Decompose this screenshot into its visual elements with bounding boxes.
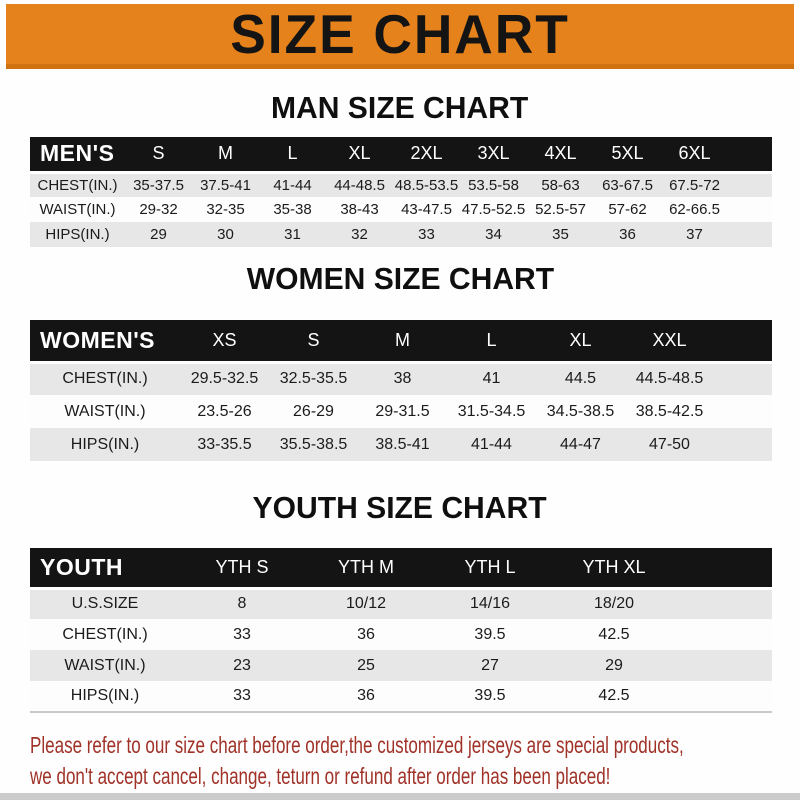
size-column-header: L (447, 320, 536, 362)
table-row (30, 395, 772, 428)
youth-size-table (30, 548, 772, 713)
size-value-cell: 58-63 (527, 172, 594, 197)
row-filler-cell (728, 222, 772, 247)
size-value-cell: 37 (661, 222, 728, 247)
size-value-cell: 31 (259, 222, 326, 247)
size-value-cell: 47-50 (625, 428, 714, 461)
row-label: HIPS(IN.) (30, 681, 180, 712)
table-header-label: YOUTH (30, 548, 180, 588)
table-row (30, 650, 772, 681)
size-column-header: S (125, 137, 192, 172)
mens-size-table (30, 137, 772, 247)
size-value-cell: 63-67.5 (594, 172, 661, 197)
table-row (30, 428, 772, 461)
size-value-cell: 57-62 (594, 197, 661, 222)
size-value-cell: 25 (304, 650, 428, 681)
row-label: CHEST(IN.) (30, 619, 180, 650)
size-value-cell: 32.5-35.5 (269, 362, 358, 395)
size-value-cell: 10/12 (304, 588, 428, 619)
table-header-row (30, 548, 772, 588)
size-value-cell: 31.5-34.5 (447, 395, 536, 428)
size-value-cell: 34 (460, 222, 527, 247)
row-filler-cell (676, 650, 772, 681)
size-column-header: 6XL (661, 137, 728, 172)
table-row (30, 197, 772, 222)
women-size-chart-title (0, 263, 800, 296)
table-header-label: MEN'S (30, 137, 125, 172)
row-label: HIPS(IN.) (30, 222, 125, 247)
size-column-header: L (259, 137, 326, 172)
row-filler-cell (728, 172, 772, 197)
size-value-cell: 44-47 (536, 428, 625, 461)
size-value-cell: 44.5 (536, 362, 625, 395)
disclaimer-line-2: we don't accept cancel, change, teturn or refund after order has been placed! (30, 763, 611, 789)
bottom-divider (0, 793, 800, 800)
table-row (30, 681, 772, 712)
women-size-chart-title-text: WOMEN SIZE CHART (246, 261, 554, 296)
size-value-cell: 38 (358, 362, 447, 395)
row-label: HIPS(IN.) (30, 428, 180, 461)
size-value-cell: 30 (192, 222, 259, 247)
size-column-header: YTH L (428, 548, 552, 588)
table-row (30, 588, 772, 619)
row-filler-cell (676, 588, 772, 619)
size-value-cell: 29 (125, 222, 192, 247)
size-value-cell: 41-44 (259, 172, 326, 197)
size-column-header: YTH S (180, 548, 304, 588)
row-label: CHEST(IN.) (30, 172, 125, 197)
row-filler-cell (728, 197, 772, 222)
size-value-cell: 27 (428, 650, 552, 681)
size-value-cell: 41-44 (447, 428, 536, 461)
size-value-cell: 38-43 (326, 197, 393, 222)
size-value-cell: 41 (447, 362, 536, 395)
table-header-row (30, 137, 772, 172)
size-value-cell: 42.5 (552, 681, 676, 712)
size-value-cell: 36 (594, 222, 661, 247)
size-value-cell: 36 (304, 619, 428, 650)
size-column-header: M (358, 320, 447, 362)
size-value-cell: 38.5-41 (358, 428, 447, 461)
size-value-cell: 37.5-41 (192, 172, 259, 197)
size-value-cell: 14/16 (428, 588, 552, 619)
size-value-cell: 47.5-52.5 (460, 197, 527, 222)
size-value-cell: 23.5-26 (180, 395, 269, 428)
size-value-cell: 29-31.5 (358, 395, 447, 428)
row-label: WAIST(IN.) (30, 197, 125, 222)
size-column-header: 2XL (393, 137, 460, 172)
size-value-cell: 33 (180, 681, 304, 712)
disclaimer-line-1: Please refer to our size chart before order,the customized jerseys are special products, (30, 732, 684, 758)
size-value-cell: 44.5-48.5 (625, 362, 714, 395)
size-value-cell: 26-29 (269, 395, 358, 428)
size-value-cell: 62-66.5 (661, 197, 728, 222)
size-value-cell: 33 (180, 619, 304, 650)
row-filler-cell (676, 681, 772, 712)
size-value-cell: 32 (326, 222, 393, 247)
size-value-cell: 35-38 (259, 197, 326, 222)
size-value-cell: 52.5-57 (527, 197, 594, 222)
size-column-header: 3XL (460, 137, 527, 172)
size-column-header: YTH M (304, 548, 428, 588)
row-label: CHEST(IN.) (30, 362, 180, 395)
disclaimer (30, 730, 800, 792)
size-value-cell: 29 (552, 650, 676, 681)
size-value-cell: 29-32 (125, 197, 192, 222)
header-filler-cell (714, 320, 772, 362)
size-value-cell: 35 (527, 222, 594, 247)
row-label: U.S.SIZE (30, 588, 180, 619)
row-filler-cell (676, 619, 772, 650)
size-column-header: XXL (625, 320, 714, 362)
size-column-header: XL (536, 320, 625, 362)
row-filler-cell (714, 428, 772, 461)
table-row (30, 222, 772, 247)
size-value-cell: 48.5-53.5 (393, 172, 460, 197)
youth-size-chart-title-text: YOUTH SIZE CHART (252, 490, 548, 525)
size-value-cell: 23 (180, 650, 304, 681)
row-label: WAIST(IN.) (30, 395, 180, 428)
table-row (30, 619, 772, 650)
man-size-chart-title (0, 92, 800, 125)
size-column-header: YTH XL (552, 548, 676, 588)
banner-title: SIZE CHART (230, 2, 570, 65)
size-value-cell: 36 (304, 681, 428, 712)
row-filler-cell (714, 362, 772, 395)
size-value-cell: 32-35 (192, 197, 259, 222)
size-column-header: M (192, 137, 259, 172)
size-value-cell: 35-37.5 (125, 172, 192, 197)
header-filler-cell (728, 137, 772, 172)
size-value-cell: 33-35.5 (180, 428, 269, 461)
size-value-cell: 67.5-72 (661, 172, 728, 197)
size-value-cell: 38.5-42.5 (625, 395, 714, 428)
size-value-cell: 29.5-32.5 (180, 362, 269, 395)
size-value-cell: 18/20 (552, 588, 676, 619)
size-value-cell: 39.5 (428, 619, 552, 650)
table-row (30, 362, 772, 395)
man-size-chart-title-text: MAN SIZE CHART (271, 90, 529, 125)
size-value-cell: 43-47.5 (393, 197, 460, 222)
size-value-cell: 34.5-38.5 (536, 395, 625, 428)
size-value-cell: 33 (393, 222, 460, 247)
table-row (30, 172, 772, 197)
size-chart-banner (6, 4, 794, 69)
table-header-row (30, 320, 772, 362)
table-header-label: WOMEN'S (30, 320, 180, 362)
header-filler-cell (676, 548, 772, 588)
size-value-cell: 35.5-38.5 (269, 428, 358, 461)
size-value-cell: 39.5 (428, 681, 552, 712)
womens-size-table (30, 320, 772, 461)
size-column-header: XS (180, 320, 269, 362)
youth-size-chart-title (0, 492, 800, 525)
size-value-cell: 8 (180, 588, 304, 619)
size-value-cell: 53.5-58 (460, 172, 527, 197)
size-column-header: 4XL (527, 137, 594, 172)
row-filler-cell (714, 395, 772, 428)
row-label: WAIST(IN.) (30, 650, 180, 681)
size-value-cell: 44-48.5 (326, 172, 393, 197)
size-column-header: S (269, 320, 358, 362)
size-column-header: 5XL (594, 137, 661, 172)
size-column-header: XL (326, 137, 393, 172)
size-value-cell: 42.5 (552, 619, 676, 650)
